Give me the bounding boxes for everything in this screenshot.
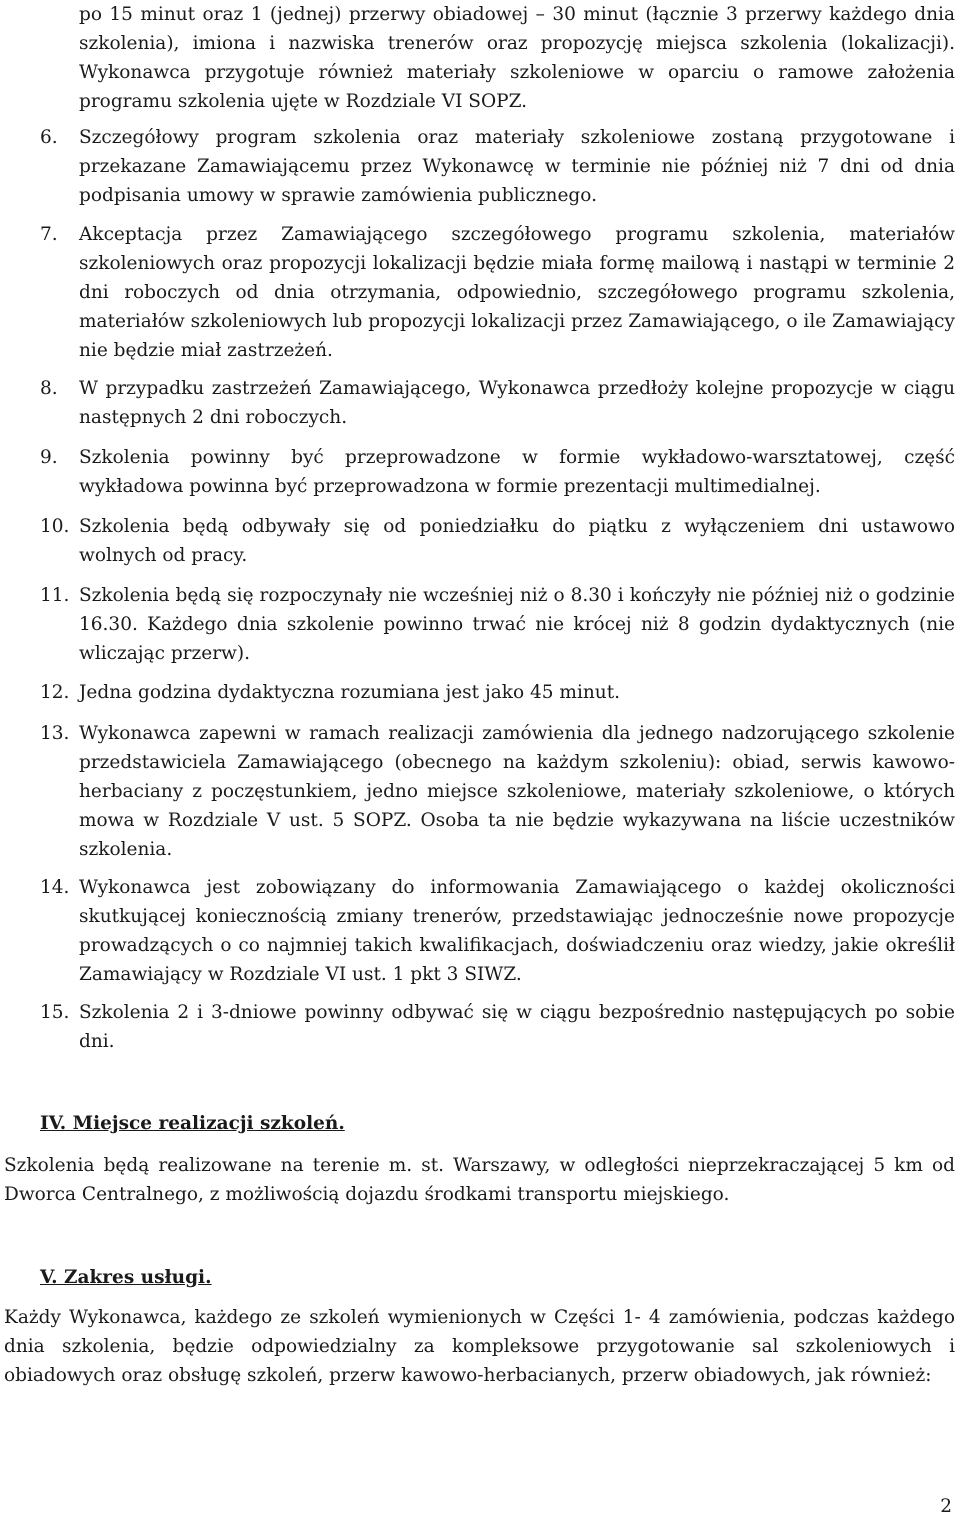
list-item-number: 12. xyxy=(40,682,70,703)
list-item-text: Jedna godzina dydaktyczna rozumiana jest jako 45 minut. xyxy=(79,682,621,703)
list-item-number: 9. xyxy=(40,447,58,468)
continuation-paragraph: po 15 minut oraz 1 (jednej) przerwy obiadowej – 30 minut (łącznie 3 przerwy każdego dnia szkolenia), imiona i nazwiska trenerów oraz propozycję miejsca szkolenia (lokalizacji). Wykonawca przygotuje również materiały szkoleniowe w oparciu o ramowe założenia programu szkolenia ujęte w Rozdziale VI SOPZ. xyxy=(79,4,955,112)
list-item-15 xyxy=(40,998,955,1056)
list-item-text: Akceptacja przez Zamawiającego szczegółowego programu szkolenia, materiałów szkoleniowych oraz propozycji lokalizacji będzie miała formę mailową i nastąpi w terminie 2 dni roboczych od dnia otrzymania, odpowiednio, szczegółowego programu szkolenia, materiałów szkoleniowych lub propozycji lokalizacji przez Zamawiającego, o ile Zamawiający nie będzie miał zastrzeżeń. xyxy=(79,224,955,361)
list-item-number: 11. xyxy=(40,585,70,606)
list-item-13 xyxy=(40,719,955,864)
list-item-number: 10. xyxy=(40,516,70,537)
list-item-11 xyxy=(40,581,955,668)
list-item-12 xyxy=(40,678,955,707)
list-item-number: 7. xyxy=(40,224,58,245)
list-item-number: 14. xyxy=(40,877,70,898)
list-item-7 xyxy=(40,220,955,365)
list-item-number: 13. xyxy=(40,723,70,744)
list-item-text: Szczegółowy program szkolenia oraz materiały szkoleniowe zostaną przygotowane i przekazane Zamawiającemu przez Wykonawcę w terminie nie później niż 7 dni od dnia podpisania umowy w sprawie zamówienia publicznego. xyxy=(79,127,955,206)
list-item-number: 6. xyxy=(40,127,58,148)
list-item-text: Szkolenia powinny być przeprowadzone w formie wykładowo-warsztatowej, część wykładowa powinna być przeprowadzona w formie prezentacji multimedialnej. xyxy=(79,447,955,497)
list-item-10 xyxy=(40,512,955,570)
list-item-6 xyxy=(40,123,955,210)
list-item-text: W przypadku zastrzeżeń Zamawiającego, Wykonawca przedłoży kolejne propozycje w ciągu następnych 2 dni roboczych. xyxy=(79,378,955,428)
list-item-number: 8. xyxy=(40,378,58,399)
list-item-9 xyxy=(40,443,955,501)
section-v-paragraph: Każdy Wykonawca, każdego ze szkoleń wymienionych w Części 1- 4 zamówienia, podczas każdego dnia szkolenia, będzie odpowiedzialny za kompleksowe przygotowanie sal szkoleniowych i obiadowych oraz obsługę szkoleń, przerw kawowo-herbacianych, przerw obiadowych, jak również: xyxy=(4,1307,955,1386)
list-item-14 xyxy=(40,873,955,989)
section-iv-paragraph: Szkolenia będą realizowane na terenie m. st. Warszawy, w odległości nieprzekraczającej 5 km od Dworca Centralnego, z możliwością dojazdu środkami transportu miejskiego. xyxy=(4,1155,955,1205)
list-item-8 xyxy=(40,374,955,432)
section-heading-iv: IV. Miejsce realizacji szkoleń. xyxy=(40,1113,345,1134)
list-item-text: Wykonawca jest zobowiązany do informowania Zamawiającego o każdej okoliczności skutkującej koniecznością zmiany trenerów, przedstawiając jednocześnie nowe propozycje prowadzących o co najmniej takich kwalifikacjach, doświadczeniu oraz wiedzy, jakie określił Zamawiający w Rozdziale VI ust. 1 pkt 3 SIWZ. xyxy=(79,877,955,985)
list-item-text: Szkolenia 2 i 3-dniowe powinny odbywać się w ciągu bezpośrednio następujących po sobie dni. xyxy=(79,1002,955,1052)
list-item-text: Wykonawca zapewni w ramach realizacji zamówienia dla jednego nadzorującego szkolenie przedstawiciela Zamawiającego (obecnego na każdym szkoleniu): obiad, serwis kawowo-herbaciany z poczęstunkiem, jedno miejsce szkoleniowe, materiały szkoleniowe, o których mowa w Rozdziale V ust. 5 SOPZ. Osoba ta nie będzie wykazywana na liście uczestników szkolenia. xyxy=(79,723,955,860)
list-item-number: 15. xyxy=(40,1002,70,1023)
page-number: 2 xyxy=(940,1496,952,1517)
list-item-text: Szkolenia będą odbywały się od poniedziałku do piątku z wyłączeniem dni ustawowo wolnych od pracy. xyxy=(79,516,955,566)
list-item-text: Szkolenia będą się rozpoczynały nie wcześniej niż o 8.30 i kończyły nie później niż o godzinie 16.30. Każdego dnia szkolenie powinno trwać nie krócej niż 8 godzin dydaktycznych (nie wliczając przerw). xyxy=(79,585,955,664)
section-heading-v: V. Zakres usługi. xyxy=(40,1267,212,1288)
